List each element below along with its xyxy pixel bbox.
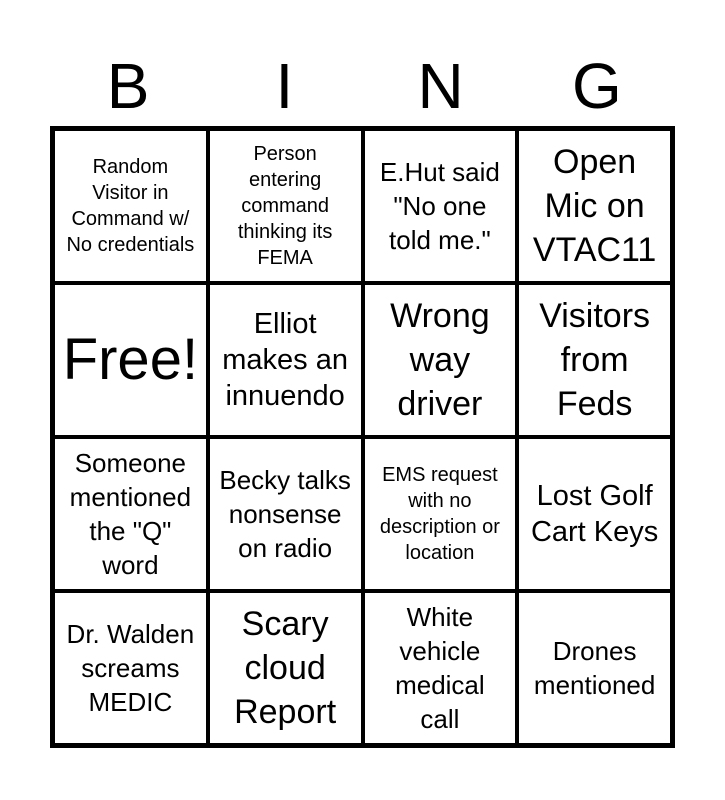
bingo-cell[interactable] [363,437,518,591]
bingo-cell[interactable] [208,283,363,437]
bingo-cell[interactable] [517,283,672,437]
cell-text: Dr. Walden screams MEDIC [66,619,195,717]
cell-text: Free! [62,327,199,392]
bingo-header [50,50,675,122]
header-letter-i: I [275,50,294,122]
bingo-cell[interactable] [517,437,672,591]
bingo-cell[interactable] [208,129,363,283]
bingo-cell[interactable] [363,283,518,437]
cell-text: Drones mentioned [533,636,656,700]
cell-text: Open Mic on VTAC11 [532,143,657,269]
bingo-cell[interactable] [363,591,518,745]
cell-text: Becky talks nonsense on radio [219,465,351,563]
cell-text: Scary cloud Report [234,605,337,731]
header-letter-g: G [571,50,622,122]
cell-text: Visitors from Feds [539,297,651,423]
bingo-cell[interactable] [53,437,208,591]
cell-text: Lost Golf Cart Keys [530,480,659,548]
cell-text: E.Hut said "No one told me." [379,157,500,255]
cell-text: White vehicle medical call [395,602,485,734]
header-letter-b: B [106,50,150,122]
cell-text: Person entering command thinking its FEMA [237,143,333,269]
cell-text: EMS request with no description or location [379,464,500,564]
bingo-board [50,126,675,748]
header-letter-n: N [417,50,464,122]
cell-text: Elliot makes an innuendo [222,308,348,412]
bingo-cell[interactable] [208,437,363,591]
bingo-cell[interactable] [208,591,363,745]
bingo-cell[interactable] [363,129,518,283]
cell-text: Wrong way driver [390,297,490,423]
bingo-cell-free[interactable] [53,283,208,437]
bingo-cell[interactable] [53,591,208,745]
bingo-cell[interactable] [53,129,208,283]
bingo-cell[interactable] [517,591,672,745]
bingo-cell[interactable] [517,129,672,283]
cell-text: Someone mentioned the "Q" word [69,448,192,580]
cell-text: Random Visitor in Command w/ No credentials [66,156,195,256]
